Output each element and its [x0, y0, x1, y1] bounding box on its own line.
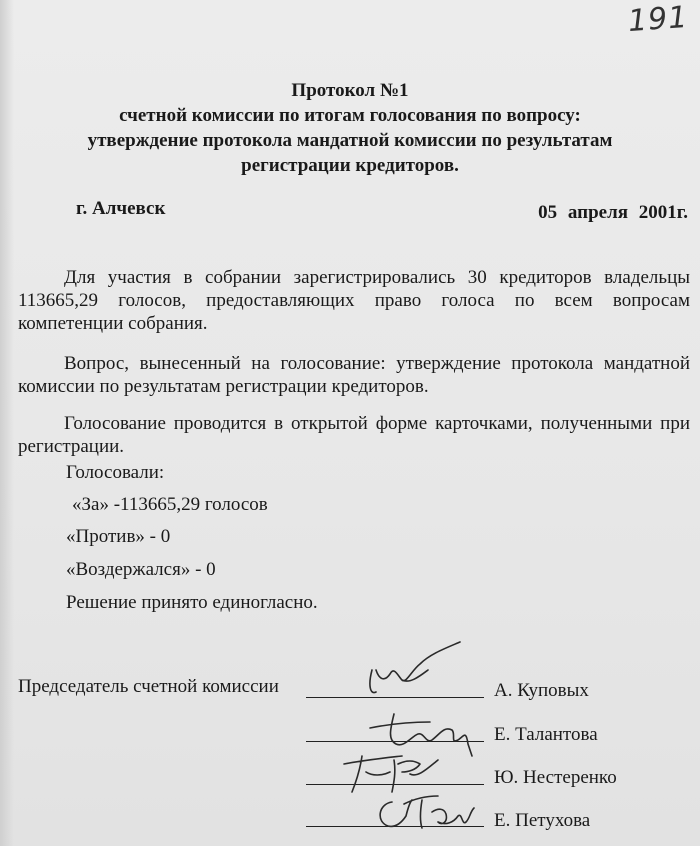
votes-abstained: «Воздержался» - 0 — [66, 559, 216, 580]
handwritten-signature-1 — [350, 640, 490, 700]
title-line-1: Протокол №1 — [291, 80, 409, 101]
handwritten-signature-4 — [366, 782, 506, 842]
document-date: 05 апреля 2001г. — [538, 202, 688, 223]
signature-name-1: А. Куповых — [494, 680, 589, 701]
paragraph-3-rest: проводится в открытой форме карточками, полученными при регистрации. — [18, 413, 690, 457]
paragraph-3-start: Голосование — [64, 413, 166, 434]
votes-heading: Голосовали: — [66, 462, 165, 483]
paragraph-question — [18, 352, 690, 398]
handwritten-page-number: 191 — [626, 0, 690, 40]
title-line-2: счетной комиссии по итогам голосования по вопросу: — [119, 105, 581, 126]
paragraph-1-start: Для — [64, 267, 96, 288]
document-place: г. Алчевск — [76, 198, 166, 219]
title-line-4: регистрации кредиторов. — [241, 155, 459, 176]
paragraph-voting-form — [18, 412, 690, 458]
signature-name-4: Е. Петухова — [494, 810, 591, 831]
paragraph-2-start: Вопрос, — [64, 353, 129, 374]
signature-name-3: Ю. Нестеренко — [494, 767, 617, 788]
chairman-label: Председатель счетной комиссии — [18, 676, 279, 697]
paragraph-1-rest: участия в собрании зарегистрировались 30 кредиторов владельцы 113665,29 голосов, предоставляющих право голоса по всем вопросам компетенции собрания. — [18, 267, 690, 334]
signature-name-2: Е. Талантова — [494, 724, 598, 745]
votes-against: «Против» - 0 — [66, 526, 171, 547]
decision-text: Решение принято единогласно. — [66, 592, 318, 613]
paragraph-2-rest: вынесенный на голосование: утверждение протокола мандатной комиссии по результатам регистрации кредиторов. — [18, 353, 690, 397]
votes-for: «За» -113665,29 голосов — [72, 494, 268, 515]
title-line-3: утверждение протокола мандатной комиссии по результатам — [87, 130, 613, 151]
document-title — [0, 78, 700, 178]
paragraph-registration — [18, 266, 690, 335]
